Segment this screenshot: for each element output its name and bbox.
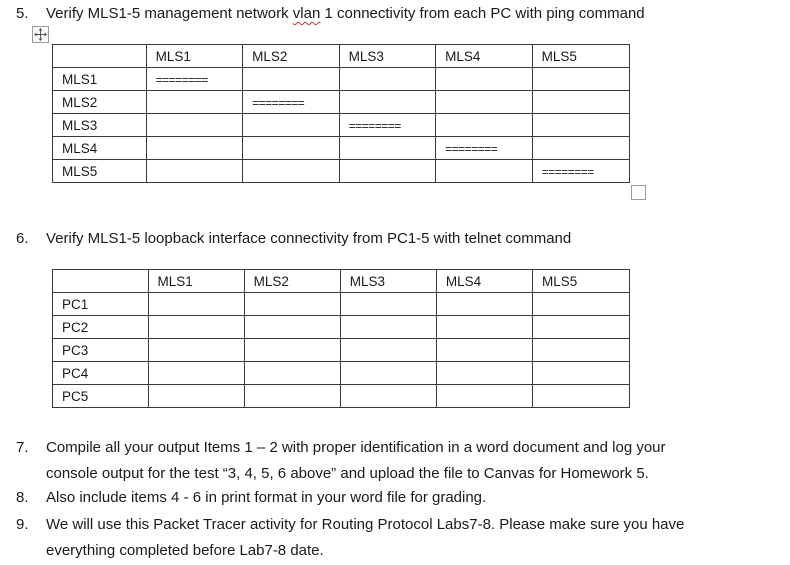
result-cell[interactable] — [436, 362, 532, 385]
column-header: MLS5 — [532, 45, 629, 68]
result-cell[interactable] — [436, 385, 532, 408]
result-cell[interactable] — [436, 316, 532, 339]
table-row — [53, 137, 630, 160]
result-cell[interactable] — [532, 160, 629, 183]
self-test-mark: ======== — [348, 118, 401, 133]
item-6 — [16, 229, 29, 249]
result-cell[interactable] — [436, 137, 533, 160]
table-header-row — [53, 45, 630, 68]
item-7-line-1: Compile all your output Items 1 – 2 with proper identification in a word document and log your — [46, 439, 666, 456]
item-6-number: 6. — [16, 230, 29, 247]
result-cell[interactable] — [339, 91, 436, 114]
result-cell[interactable] — [339, 68, 436, 91]
row-header: MLS5 — [53, 160, 147, 183]
row-header: PC5 — [53, 385, 149, 408]
item-6-text: Verify MLS1-5 loopback interface connectivity from PC1-5 with telnet command — [46, 230, 572, 247]
item-7-line-2: console output for the test “3, 4, 5, 6 above” and upload the file to Canvas for Homework 5. — [46, 465, 649, 482]
result-cell[interactable] — [146, 114, 243, 137]
result-cell[interactable] — [244, 385, 340, 408]
table-row — [53, 114, 630, 137]
result-cell[interactable] — [243, 91, 340, 114]
item-5 — [16, 4, 29, 24]
row-header: PC3 — [53, 339, 149, 362]
result-cell[interactable] — [533, 316, 630, 339]
row-header: MLS1 — [53, 68, 147, 91]
table-corner-cell — [53, 45, 147, 68]
result-cell[interactable] — [532, 114, 629, 137]
item-8-text: Also include items 4 - 6 in print format in your word file for grading. — [46, 489, 487, 506]
table-row — [53, 316, 630, 339]
row-header: MLS4 — [53, 137, 147, 160]
result-cell[interactable] — [146, 160, 243, 183]
result-cell[interactable] — [533, 339, 630, 362]
item-5-spellcheck-word: vlan — [292, 5, 321, 22]
result-cell[interactable] — [243, 160, 340, 183]
item-9-line-2: everything completed before Lab7-8 date. — [46, 542, 324, 559]
result-cell[interactable] — [146, 68, 243, 91]
table-row — [53, 68, 630, 91]
column-header: MLS3 — [339, 45, 436, 68]
result-cell[interactable] — [532, 68, 629, 91]
table-header-row — [53, 270, 630, 293]
column-header: MLS4 — [436, 270, 532, 293]
item-5-text — [46, 4, 645, 24]
result-cell[interactable] — [436, 160, 533, 183]
result-cell[interactable] — [243, 114, 340, 137]
result-cell[interactable] — [243, 68, 340, 91]
row-header: PC2 — [53, 316, 149, 339]
item-9-line-1: We will use this Packet Tracer activity for Routing Protocol Labs7-8. Please make sure you have — [46, 516, 685, 533]
column-header: MLS1 — [146, 45, 243, 68]
result-cell[interactable] — [339, 114, 436, 137]
result-cell[interactable] — [148, 316, 244, 339]
column-header: MLS3 — [340, 270, 436, 293]
item-7-number: 7. — [16, 439, 29, 456]
result-cell[interactable] — [436, 339, 532, 362]
result-cell[interactable] — [436, 91, 533, 114]
row-header: MLS2 — [53, 91, 147, 114]
result-cell[interactable] — [148, 385, 244, 408]
result-cell[interactable] — [533, 293, 630, 316]
row-header: PC4 — [53, 362, 149, 385]
item-8-number: 8. — [16, 489, 29, 506]
table-row — [53, 339, 630, 362]
self-test-mark: ======== — [252, 95, 305, 110]
telnet-connectivity-table — [52, 269, 630, 408]
table-resize-handle-icon[interactable] — [631, 185, 646, 200]
result-cell[interactable] — [148, 293, 244, 316]
item-5-number: 5. — [16, 5, 29, 22]
result-cell[interactable] — [146, 137, 243, 160]
ping-connectivity-table — [52, 44, 630, 183]
table-row — [53, 91, 630, 114]
self-test-mark: ======== — [445, 141, 498, 156]
result-cell[interactable] — [339, 137, 436, 160]
table-corner-cell — [53, 270, 149, 293]
table-move-handle-icon[interactable] — [32, 26, 49, 43]
result-cell[interactable] — [436, 68, 533, 91]
item-5-text-after: 1 connectivity from each PC with ping command — [320, 5, 645, 22]
result-cell[interactable] — [340, 385, 436, 408]
column-header: MLS1 — [148, 270, 244, 293]
table-row — [53, 160, 630, 183]
column-header: MLS2 — [244, 270, 340, 293]
result-cell[interactable] — [532, 137, 629, 160]
result-cell[interactable] — [532, 91, 629, 114]
table-row — [53, 362, 630, 385]
result-cell[interactable] — [436, 114, 533, 137]
result-cell[interactable] — [148, 362, 244, 385]
row-header: MLS3 — [53, 114, 147, 137]
self-test-mark: ======== — [541, 164, 594, 179]
result-cell[interactable] — [244, 362, 340, 385]
result-cell[interactable] — [244, 316, 340, 339]
result-cell[interactable] — [244, 339, 340, 362]
result-cell[interactable] — [146, 91, 243, 114]
result-cell[interactable] — [533, 385, 630, 408]
result-cell[interactable] — [340, 339, 436, 362]
item-9-number: 9. — [16, 516, 29, 533]
column-header: MLS4 — [436, 45, 533, 68]
self-test-mark: ======== — [155, 72, 208, 87]
column-header: MLS2 — [243, 45, 340, 68]
item-5-text-before: Verify MLS1-5 management network — [46, 5, 293, 22]
result-cell[interactable] — [244, 293, 340, 316]
result-cell[interactable] — [340, 316, 436, 339]
result-cell[interactable] — [340, 293, 436, 316]
result-cell[interactable] — [340, 362, 436, 385]
result-cell[interactable] — [339, 160, 436, 183]
result-cell[interactable] — [148, 339, 244, 362]
result-cell[interactable] — [533, 362, 630, 385]
row-header: PC1 — [53, 293, 149, 316]
result-cell[interactable] — [243, 137, 340, 160]
table-row — [53, 293, 630, 316]
table-row — [53, 385, 630, 408]
column-header: MLS5 — [533, 270, 630, 293]
result-cell[interactable] — [436, 293, 532, 316]
